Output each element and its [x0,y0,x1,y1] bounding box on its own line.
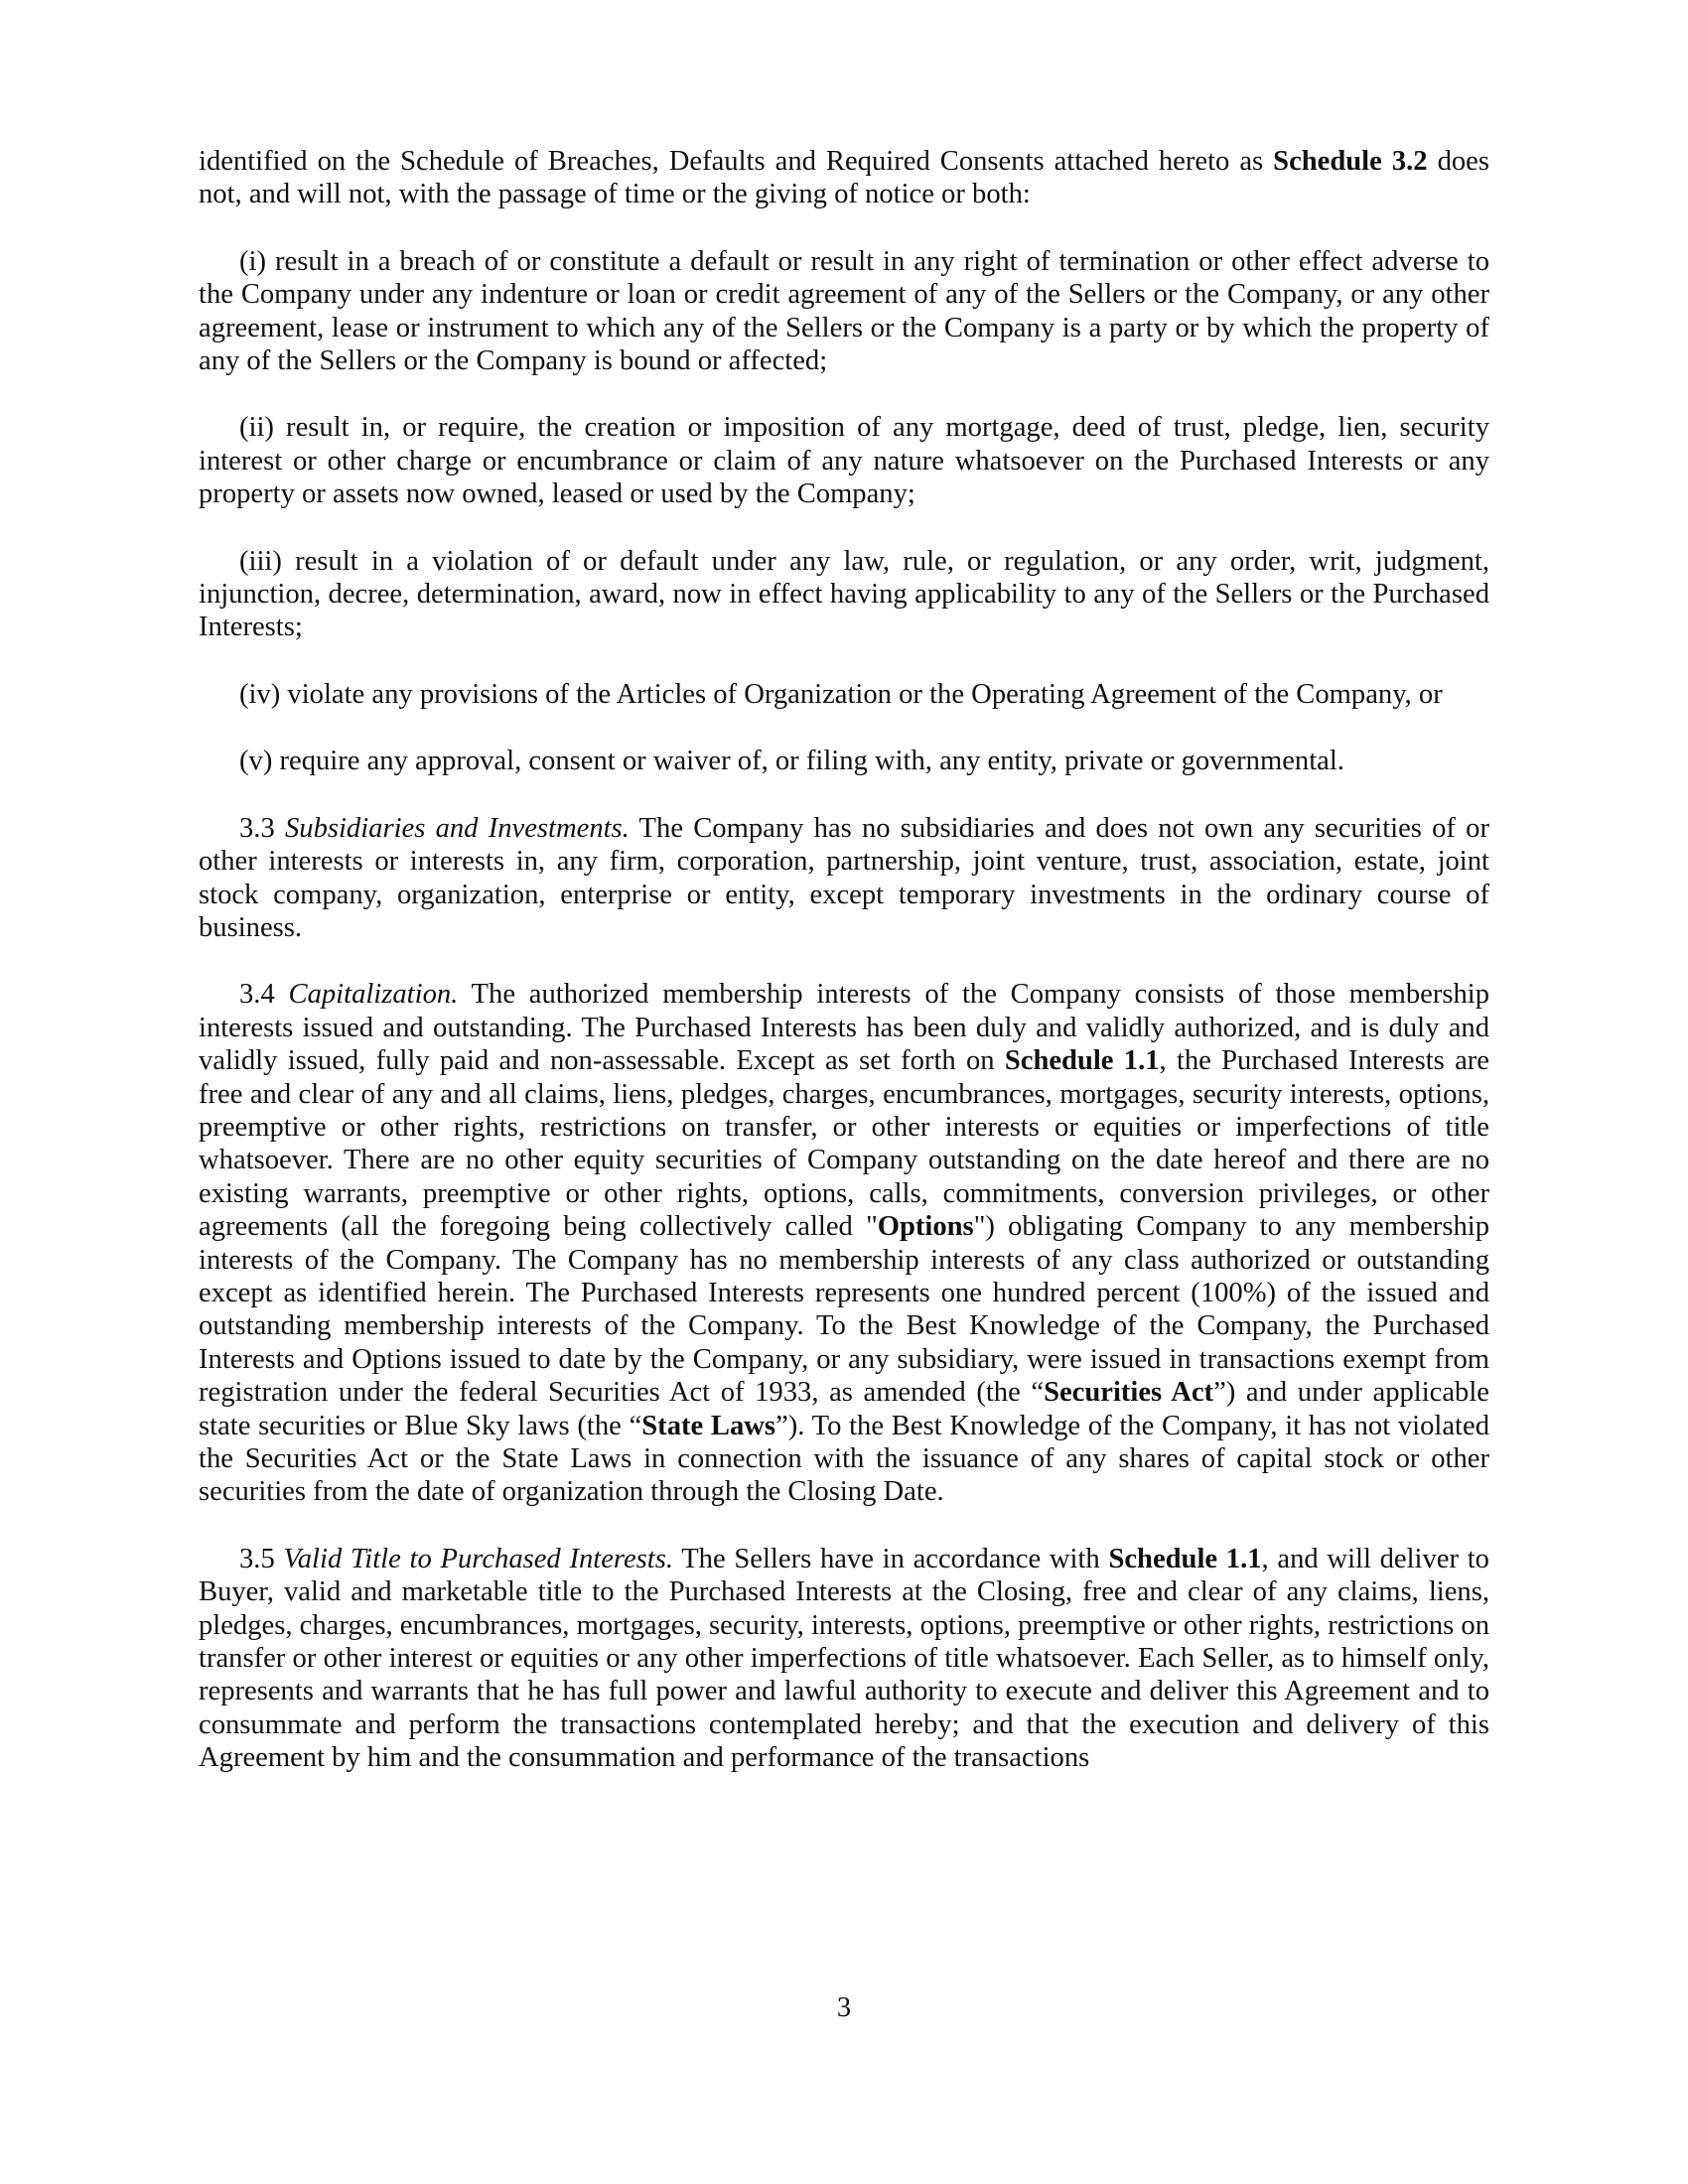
text-run: The Sellers have in accordance with [673,1543,1109,1574]
schedule-reference: Schedule 1.1 [1004,1045,1160,1077]
text-run: The Company has no subsidiaries and does not own any securities of or other interests or interests in, any firm, corporation, partnership, joint venture, trust, association, estate, joint stock company, organization, enterprise or entity, except temporary investments in the ordinary course of business. [199,812,1489,943]
text-run: ”) and under applicable state securities or Blue Sky laws (the “ [199,1377,1489,1441]
text-run: (i) result in a breach of or constitute a default or result in any right of termination or other effect adverse to the Company under any indenture or loan or credit agreement of any of the Sellers or the Company, or any other agreement, lease or instrument to which any of the Sellers or the Company is a party or by which the property of any of the Sellers or the Company is bound or affected; [199,245,1489,377]
schedule-reference: Schedule 3.2 [1273,146,1428,177]
section-heading: Capitalization. [288,979,459,1011]
section-3-5 [199,1543,1489,1775]
text-run: The authorized membership interests of the Company consists of those membership interests issued and outstanding. The Purchased Interests has been duly and validly authorized, and is duly and validly issued, fully paid and non-assessable. Except as set forth on [199,979,1490,1077]
section-number: 3.3 [239,812,285,844]
clause-iii [199,545,1489,644]
section-3-3 [199,812,1489,945]
clause-iv [199,678,1489,711]
section-number: 3.4 [239,979,289,1011]
schedule-reference: Schedule 1.1 [1108,1543,1262,1574]
page-number: 3 [836,1992,852,2023]
defined-term-options: Options [877,1211,974,1243]
text-run: (v) require any approval, consent or waiver of, or filing with, any entity, private or governmental. [239,746,1344,777]
defined-term-securities-act: Securities Act [1044,1377,1214,1409]
section-number: 3.5 [239,1543,284,1574]
clause-i [199,245,1489,378]
paragraph-continuation [199,145,1489,211]
text-run: ") obligating Company to any membership interests of the Company. The Company has no membership interests of any class authorized or outstanding except as identified herein. The Purchased Interests represents one hundred percent (100%) of the issued and outstanding membership interests of the Company. To the Best Knowledge of the Company, the Purchased Interests and Options issued to date by the Company, or any subsidiary, were issued in transactions exempt from registration under the federal Securities Act of 1933, as amended (the “ [199,1211,1489,1409]
section-heading: Valid Title to Purchased Interests. [283,1543,674,1574]
section-heading: Subsidiaries and Investments. [284,812,630,844]
text-run: does not, and will not, with the passage of time or the giving of notice or both: [199,146,1489,210]
clause-v [199,745,1489,777]
defined-term-state-laws: State Laws [641,1410,776,1441]
text-run: (iv) violate any provisions of the Articles of Organization or the Operating Agreement of the Company, or [239,678,1443,710]
text-run: (ii) result in, or require, the creation or imposition of any mortgage, deed of trust, pledge, lien, security interest or other charge or encumbrance or claim of any nature whatsoever on the Purchased Interests or any property or assets now owned, leased or used by the Company; [199,412,1489,510]
clause-ii [199,411,1489,510]
text-run: ”). To the Best Knowledge of the Company, it has not violated the Securities Act or the State Laws in connection with the issuance of any shares of capital stock or other securities from the date of organization through the Closing Date. [199,1410,1489,1508]
text-run: (iii) result in a violation of or default under any law, rule, or regulation, or any order, writ, judgment, injunction, decree, determination, award, now in effect having applicability to any of the Sellers or the Purchased Interests; [199,545,1489,643]
section-3-4 [199,978,1489,1509]
text-run: , and will deliver to Buyer, valid and marketable title to the Purchased Interests at the Closing, free and clear of any claims, liens, pledges, charges, encumbrances, mortgages, security, interests, options, preemptive or other rights, restrictions on transfer or other interest or equities or any other imperfections of title whatsoever. Each Seller, as to himself only, represents and warrants that he has full power and lawful authority to execute and deliver this Agreement and to consummate and perform the transactions contemplated hereby; and that the execution and delivery of this Agreement by him and the consummation and performance of the transactions [199,1543,1489,1774]
text-run: identified on the Schedule of Breaches, Defaults and Required Consents attached hereto as [199,146,1274,177]
text-run: , the Purchased Interests are free and clear of any and all claims, liens, pledges, charges, encumbrances, mortgages, security interests, options, preemptive or other rights, restrictions on transfer, or other interests or equities or imperfections of title whatsoever. There are no other equity securities of Company outstanding on the date hereof and there are no existing warrants, preemptive or other rights, options, calls, commitments, conversion privileges, or other agreements (all the foregoing being collectively called " [199,1045,1489,1243]
